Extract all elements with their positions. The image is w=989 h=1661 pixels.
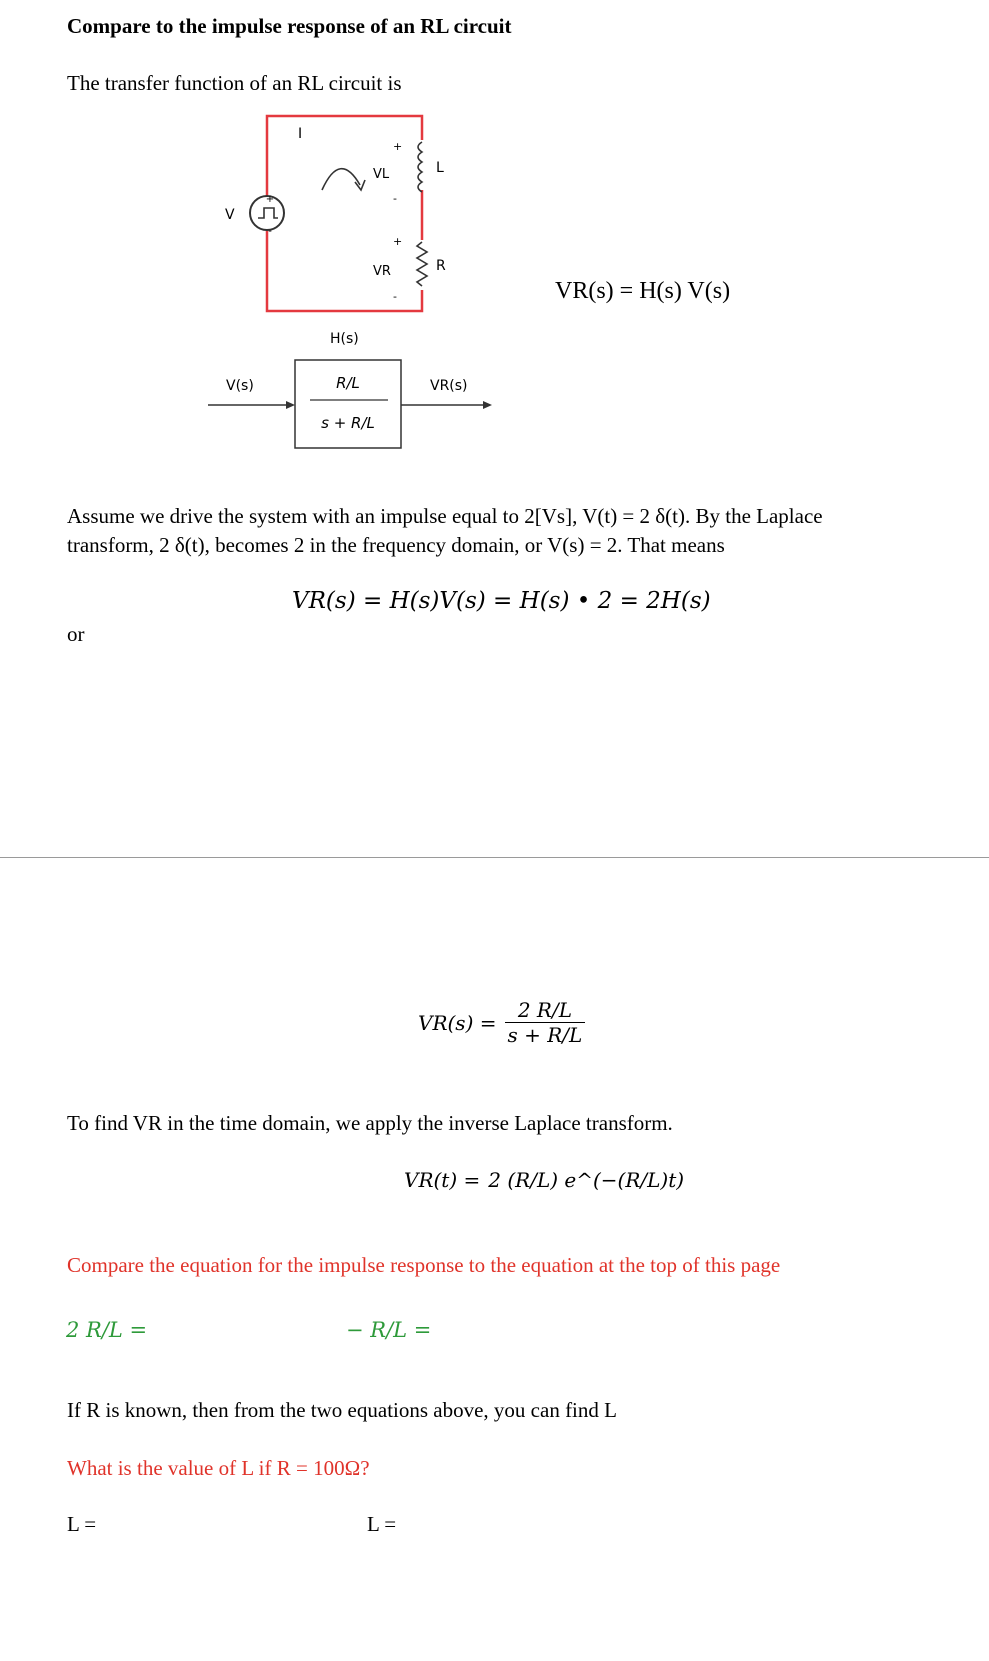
inductor-label: L — [436, 160, 444, 176]
page-title: Compare to the impulse response of an RL circuit — [67, 14, 512, 38]
eq-vrs-lhs: VR(s) = — [418, 1010, 497, 1035]
current-label: I — [298, 126, 303, 142]
answer-left-label: L = — [67, 1512, 97, 1536]
vl-minus: - — [393, 192, 397, 205]
answer-right-label: L = — [367, 1512, 397, 1536]
source-label: V — [225, 207, 235, 223]
block-output-label: VR(s) — [430, 378, 468, 394]
section-divider — [0, 857, 989, 858]
block-title: H(s) — [330, 331, 359, 347]
current-arrow-icon — [322, 169, 360, 190]
compare-left-expr: 2 R/L = — [66, 1318, 148, 1342]
equation-vr-hv: VR(s) = H(s) V(s) — [555, 278, 731, 304]
block-input-label: V(s) — [226, 378, 254, 394]
vr-minus: - — [393, 290, 397, 303]
question-text: What is the value of L if R = 100Ω? — [67, 1456, 370, 1480]
vr-plus: + — [393, 235, 403, 248]
known-text: If R is known, then from the two equations above, you can find L — [67, 1398, 617, 1422]
equation-main: VR(s) = H(s)V(s) = H(s) • 2 = 2H(s) — [292, 588, 711, 614]
tf-numerator: R/L — [336, 374, 360, 392]
vl-plus: + — [393, 140, 403, 153]
equation-vrs — [418, 1000, 587, 1045]
assume-line-1: Assume we drive the system with an impulse equal to 2[Vs], V(t) = 2 δ(t). By the Laplace — [67, 504, 823, 528]
tf-denominator: s + R/L — [321, 414, 375, 432]
eq-vrt-rhs: 2 (R/L) e^(−(R/L)t) — [488, 1168, 685, 1192]
eq-vrs-den: s + R/L — [505, 1022, 586, 1045]
or-text: or — [67, 622, 85, 646]
rl-circuit-diagram — [200, 110, 520, 450]
time-domain-text: To find VR in the time domain, we apply the inverse Laplace transform. — [67, 1111, 673, 1135]
eq-vrs-num: 2 R/L — [517, 998, 572, 1022]
vl-label: VL — [373, 167, 390, 182]
assume-line-2: transform, 2 δ(t), becomes 2 in the frequency domain, or V(s) = 2. That means — [67, 533, 725, 557]
source-plus: + — [265, 194, 275, 205]
equation-vrt — [404, 1168, 684, 1192]
compare-right-expr: − R/L = — [346, 1318, 432, 1342]
eq-vrt-lhs: VR(t) = — [404, 1168, 481, 1192]
resistor-label: R — [436, 258, 446, 274]
compare-text: Compare the equation for the impulse response to the equation at the top of this page — [67, 1253, 781, 1277]
vr-label: VR — [373, 264, 391, 279]
source-minus: - — [268, 226, 272, 237]
intro-text: The transfer function of an RL circuit is — [67, 71, 402, 95]
